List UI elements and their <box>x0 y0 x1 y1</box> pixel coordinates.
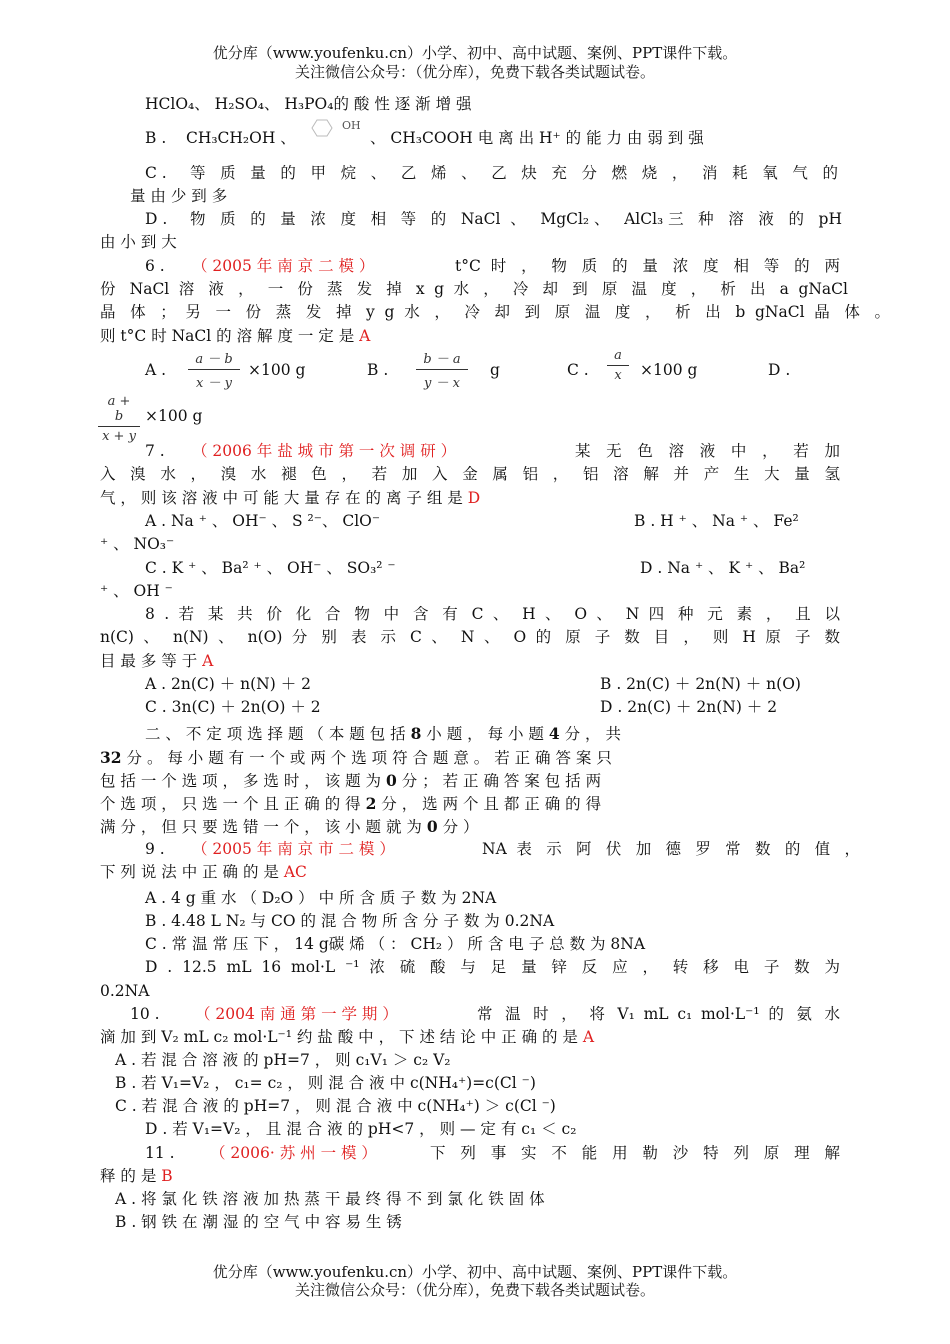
q11-answer: B <box>161 1167 173 1185</box>
q5-option-b: B . CH₃CH₂OH 、 <box>145 129 296 147</box>
q9-option-d: D . 12.5 mL 16 mol·L ⁻¹ 浓 硫 酸 与 足 量 锌 反 应 ， 转 移 电 子 数 为 <box>145 958 840 976</box>
q11-source: （ 2006· 苏 州 一 模 ） <box>210 1144 377 1162</box>
q6-line-2: 份 NaCl 溶 液 ， 一 份 蒸 发 掉 x g 水 ， 冷 却 到 原 温 度 ， 析 出 a gNaCl <box>100 280 848 298</box>
q5-option-d-label: D . <box>145 210 168 228</box>
q8-answer: A <box>202 652 214 670</box>
q7-option-c: C . K ⁺ 、 Ba² ⁺ 、 OH⁻ 、 SO₃² ⁻ <box>145 559 396 577</box>
q5-option-d-line-2: 由 小 到 大 <box>100 233 177 251</box>
q6-option-c-unit: ×100 g <box>640 361 698 379</box>
q8-option-c: C . 3n(C) ＋ 2n(O) ＋ 2 <box>145 698 321 716</box>
footer-line-1: 优分库（www.youfenku.cn）小学、初中、高中试题、案例、PPT课件下载。 <box>212 1263 738 1281</box>
q6-line-1: t°C 时 ， 物 质 的 量 浓 度 相 等 的 两 <box>455 257 840 275</box>
q6-option-b-unit: g <box>490 361 500 379</box>
q7-option-b-cont: ⁺ 、 NO₃⁻ <box>100 535 175 553</box>
q6-option-a-numerator: a － b <box>188 348 240 370</box>
q8-line-3 <box>100 651 213 671</box>
q5-phenol-oh: OH <box>342 119 361 132</box>
q6-option-d-unit: ×100 g <box>145 407 203 425</box>
q5-option-b-pre: CH₃CH₂OH 、 <box>185 129 296 147</box>
q9-line-2-text: 下 列 说 法 中 正 确 的 是 <box>100 863 279 881</box>
q5-option-c-line-2: 量 由 少 到 多 <box>130 187 228 205</box>
q6-line-4 <box>100 326 370 346</box>
section2-line-5a: 满 分 ， 但 只 要 选 错 一 个 ， 该 小 题 就 为 <box>100 818 422 836</box>
q9-line-1: NA 表 示 阿 伏 加 德 罗 常 数 的 值 ， <box>482 840 860 858</box>
section2-line-1c: 小 题 ， 每 小 题 <box>426 725 544 743</box>
q7-option-b: B . H ⁺ 、 Na ⁺ 、 Fe² <box>634 512 799 530</box>
q10-answer: A <box>582 1028 595 1046</box>
section2-line-4a: 个 选 项 ， 只 选 一 个 且 正 确 的 得 <box>100 795 361 813</box>
section2-line-3a: 包 括 一 个 选 项 ， 多 选 时 ， 该 题 为 <box>100 772 382 790</box>
q6-option-c-denominator: x <box>614 368 622 383</box>
q10-line-2-text: 滴 加 到 V₂ mL c₂ mol·L⁻¹ 约 盐 酸 中 ， 下 述 结 论 中 正 确 的 是 <box>100 1028 578 1046</box>
section2-zero-points-2: 0 <box>426 817 438 836</box>
q10-option-c: C . 若 混 合 液 的 pH=7 ， 则 混 合 液 中 c(NH₄⁺) ＞ c(Cl ⁻) <box>115 1097 556 1115</box>
q7-line-2: 入 溴 水 ， 溴 水 褪 色 ， 若 加 入 金 属 铝 ， 铝 溶 解 并 产 生 大 量 氢 <box>100 465 841 483</box>
q10-option-a: A . 若 混 合 溶 液 的 pH=7 ， 则 c₁V₁ ＞ c₂ V₂ <box>115 1051 451 1069</box>
q6-option-c-label: C . <box>567 361 589 379</box>
q7-option-a: A . Na ⁺ 、 OH⁻ 、 S ²⁻、 ClO⁻ <box>145 512 381 530</box>
q6-option-d-label: D . <box>768 361 791 379</box>
q9-option-c: C . 常 温 常 压 下 ， 14 g碳 烯 （ ： CH₂ ） 所 含 电 子 总 数 为 8NA <box>145 935 646 953</box>
section2-line-1a: 二 、 不 定 项 选 择 题 （ 本 题 包 括 <box>145 725 406 743</box>
q11-line-2 <box>100 1166 173 1186</box>
q7-line-3-text: 气 ， 则 该 溶 液 中 可 能 大 量 存 在 的 离 子 组 是 <box>100 489 463 507</box>
header-line-1: 优分库（www.youfenku.cn）小学、初中、高中试题、案例、PPT课件下载。 <box>212 44 738 62</box>
q8-line-1: 8 . 若 某 共 价 化 合 物 中 含 有 C 、 H 、 O 、 N 四 种 元 素 ， 且 以 <box>145 605 840 623</box>
section2-total-points: 32 <box>100 748 122 767</box>
q6-option-b-fraction <box>416 348 468 391</box>
q5-option-b-post: 、 CH₃COOH 电 离 出 H⁺ 的 能 力 由 弱 到 强 <box>370 129 704 147</box>
q5-option-c-label: C . <box>145 164 167 182</box>
q10-option-d: D . 若 V₁=V₂ ， 且 混 合 液 的 pH<7 ， 则 — 定 有 c₁ ＜ c₂ <box>145 1120 577 1138</box>
q6-option-b-denominator: y － x <box>424 376 460 391</box>
section2-line-5c: 分 ） <box>442 818 479 836</box>
section2-line-4c: 分 ， 选 两 个 且 都 正 确 的 得 <box>381 795 602 813</box>
q10-source: （ 2004 南 通 第 一 学 期 ） <box>195 1005 398 1023</box>
q6-source: （ 2005 年 南 京 二 模 ） <box>192 257 375 275</box>
q11-line-2-text: 释 的 是 <box>100 1167 157 1185</box>
q7-answer: D <box>467 489 481 507</box>
q6-option-a-fraction <box>188 348 240 391</box>
q8-option-b: B . 2n(C) ＋ 2n(N) ＋ n(O) <box>600 675 801 693</box>
section2-points-each: 4 <box>548 724 560 743</box>
phenol-ring-icon <box>310 116 338 140</box>
section2-line-4 <box>100 794 601 814</box>
q5-option-d-line-1: 物 质 的 量 浓 度 相 等 的 NaCl 、 MgCl₂、 AlCl₃三 种 溶 液 的 pH <box>190 210 842 228</box>
q9-line-2 <box>100 862 307 882</box>
q8-line-2: n(C) 、 n(N) 、 n(O) 分 别 表 示 C 、 N 、 O 的 原 子 数 目 ， 则 H 原 子 数 <box>100 628 840 646</box>
header-line-2: 关注微信公众号：（优分库），免费下载各类试题试卷。 <box>294 63 655 81</box>
q6-number: 6 . <box>145 257 165 275</box>
q10-line-1: 常 温 时 ， 将 V₁ mL c₁ mol·L⁻¹ 的 氨 水 <box>477 1005 840 1023</box>
section2-zero-points: 0 <box>386 771 397 790</box>
footer-line-2: 关注微信公众号：（优分库），免费下载各类试题试卷。 <box>294 1281 655 1299</box>
section2-line-5 <box>100 817 479 837</box>
q6-answer: A <box>359 327 371 345</box>
q8-line-3-text: 目 最 多 等 于 <box>100 652 198 670</box>
q10-number: 10 . <box>130 1005 160 1023</box>
q11-number: 11 . <box>145 1144 175 1162</box>
q6-option-d-fraction <box>98 394 140 444</box>
q11-option-a: A . 将 氯 化 铁 溶 液 加 热 蒸 干 最 终 得 不 到 氯 化 铁 固 体 <box>115 1190 545 1208</box>
q6-option-a-unit: ×100 g <box>248 361 306 379</box>
q9-option-b: B . 4.48 L N₂ 与 CO 的 混 合 物 所 含 分 子 数 为 0.2NA <box>145 912 555 930</box>
q8-option-a: A . 2n(C) ＋ n(N) ＋ 2 <box>145 675 311 693</box>
q9-option-a: A . 4 g 重 水 （ D₂O ） 中 所 含 质 子 数 为 2NA <box>145 889 497 907</box>
section2-line-1e: 分 ， 共 <box>564 725 621 743</box>
section2-line-1 <box>145 724 621 744</box>
q7-number: 7 . <box>145 442 165 460</box>
q6-line-3: 晶 体 ； 另 一 份 蒸 发 掉 y g 水 ， 冷 却 到 原 温 度 ， 析 出 b gNaCl 晶 体 。 <box>100 303 890 321</box>
q7-line-3 <box>100 488 480 508</box>
q6-option-a-label: A . <box>145 361 167 379</box>
q7-option-d: D . Na ⁺ 、 K ⁺ 、 Ba² <box>640 559 806 577</box>
q11-line-1: 下 列 事 实 不 能 用 勒 沙 特 列 原 理 解 <box>430 1144 840 1162</box>
q7-option-d-cont: ⁺ 、 OH ⁻ <box>100 582 173 600</box>
q8-option-d: D . 2n(C) ＋ 2n(N) ＋ 2 <box>600 698 778 716</box>
section2-line-2 <box>100 748 612 768</box>
q6-option-d-numerator: a + b <box>98 394 140 427</box>
section2-line-3c: 分 ； 若 正 确 答 案 包 括 两 <box>401 772 602 790</box>
q10-option-b: B . 若 V₁=V₂ ， c₁= c₂ ， 则 混 合 液 中 c(NH₄⁺)=c(Cl ⁻) <box>115 1074 536 1092</box>
q6-option-b-numerator: b － a <box>416 348 468 370</box>
q9-number: 9 . <box>145 840 165 858</box>
section2-line-3 <box>100 771 601 791</box>
q6-option-b-label: B . <box>367 361 389 379</box>
q6-option-d-denominator: x + y <box>102 429 136 444</box>
q9-source: （ 2005 年 南 京 市 二 模 ） <box>192 840 395 858</box>
q5-option-c-line-1: 等 质 量 的 甲 烷 、 乙 烯 、 乙 炔 充 分 燃 烧 ， 消 耗 氧 气 的 <box>190 164 838 182</box>
q11-option-b: B . 钢 铁 在 潮 湿 的 空 气 中 容 易 生 锈 <box>115 1213 402 1231</box>
section2-count: 8 <box>410 724 422 743</box>
section2-two-points: 2 <box>365 794 377 813</box>
q7-line-1: 某 无 色 溶 液 中 ， 若 加 <box>575 442 840 460</box>
q6-option-a-denominator: x － y <box>196 376 232 391</box>
section2-line-2b: 分 。 每 小 题 有 一 个 或 两 个 选 项 符 合 题 意 。 若 正 确 答 案 只 <box>126 749 612 767</box>
q6-line-4-text: 则 t°C 时 NaCl 的 溶 解 度 一 定 是 <box>100 327 355 345</box>
q6-option-c-numerator: a <box>607 348 629 366</box>
q6-option-c-fraction <box>607 348 629 383</box>
q10-line-2 <box>100 1027 594 1047</box>
q9-answer: AC <box>283 863 307 881</box>
q9-option-d-cont: 0.2NA <box>100 982 150 1000</box>
q7-source: （ 2006 年 盐 城 市 第 一 次 调 研 ） <box>192 442 457 460</box>
q5-option-a: HClO₄、 H₂SO₄、 H₃PO₄的 酸 性 逐 渐 增 强 <box>145 95 472 113</box>
